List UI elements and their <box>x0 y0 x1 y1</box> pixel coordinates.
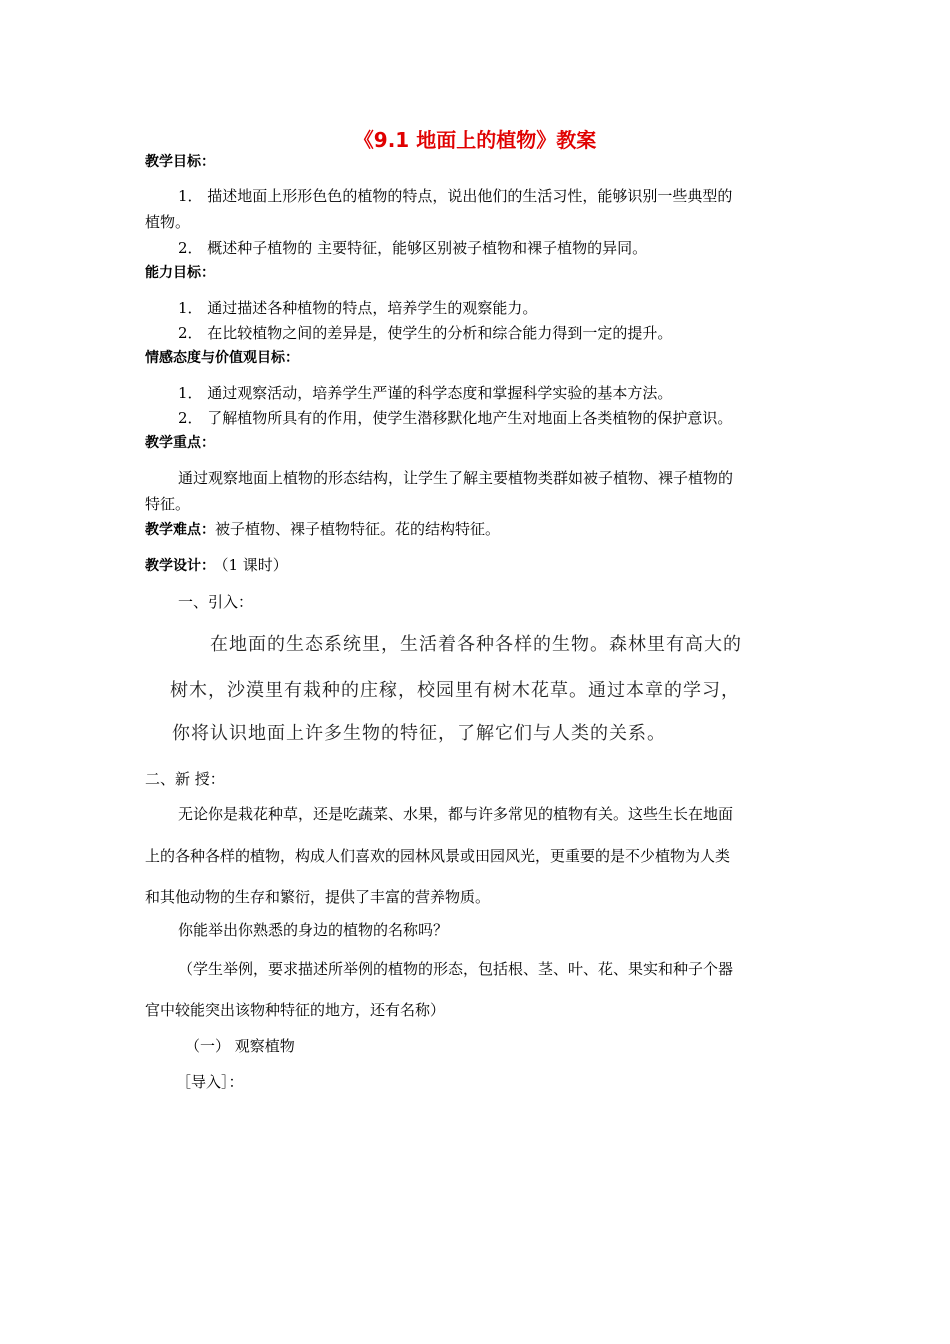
intro-image-line-1: 在地面的生态系统里，生活着各种各样的生物。森林里有高大的 <box>210 634 742 655</box>
goal-1-line-a: 1． 描述地面上形形色色的植物的特点，说出他们的生活习性，能够识别一些典型的 <box>178 187 733 205</box>
design-label: 教学设计： <box>145 558 215 574</box>
section-observe-plants: （一） 观察植物 <box>185 1037 295 1055</box>
intro-heading: 一、引入： <box>178 593 254 611</box>
document-title: 《9.1 地面上的植物》教案 <box>353 128 597 152</box>
difficulty-text: 被子植物、裸子植物特征。花的结构特征。 <box>215 520 501 538</box>
difficulty-row <box>145 519 500 540</box>
new-heading: 二、新 授： <box>145 770 225 788</box>
key-text-line-a: 通过观察地面上植物的形态结构，让学生了解主要植物类群如被子植物、裸子植物的 <box>178 469 734 487</box>
intro-text-image <box>160 620 770 750</box>
emotion-2: 2． 了解植物所具有的作用，使学生潜移默化地产生对地面上各类植物的保护意识。 <box>178 409 733 427</box>
difficulty-label: 教学难点： <box>145 522 215 538</box>
ability-heading: 能力目标： <box>145 265 215 281</box>
student-line-b: 官中较能突出该物种特征的地方，还有名称） <box>145 1001 446 1019</box>
new-para-line-b: 上的各种各样的植物，构成人们喜欢的园林风景或田园风光，更重要的是不少植物为人类 <box>145 847 731 865</box>
new-para-line-a: 无论你是栽花种草，还是吃蔬菜、水果，都与许多常见的植物有关。这些生长在地面 <box>178 805 734 823</box>
intro-image-line-2: 树木，沙漠里有栽种的庄稼，校园里有树木花草。通过本章的学习， <box>170 680 740 701</box>
design-row <box>145 555 288 576</box>
goal-1-line-b: 植物。 <box>145 213 191 231</box>
goal-2: 2． 概述种子植物的 主要特征，能够区别被子植物和裸子植物的异同。 <box>178 239 648 257</box>
emotion-1: 1． 通过观察活动，培养学生严谨的科学态度和掌握科学实验的基本方法。 <box>178 384 673 402</box>
goals-heading: 教学目标： <box>145 154 215 170</box>
new-para-line-c: 和其他动物的生存和繁衍，提供了丰富的营养物质。 <box>145 888 491 906</box>
design-text: （1 课时） <box>221 556 288 574</box>
question-line: 你能举出你熟悉的身边的植物的名称吗？ <box>178 921 449 939</box>
emotion-heading: 情感态度与价值观目标： <box>145 350 299 366</box>
ability-1: 1． 通过描述各种植物的特点，培养学生的观察能力。 <box>178 299 538 317</box>
key-heading: 教学重点： <box>145 435 215 451</box>
intro-image-line-3: 你将认识地面上许多生物的特征，了解它们与人类的关系。 <box>172 723 666 744</box>
student-line-a: （学生举例，要求描述所举例的植物的形态，包括根、茎、叶、花、果实和种子个器 <box>178 960 734 978</box>
lead-in-label: ［导入］： <box>176 1073 244 1091</box>
ability-2: 2． 在比较植物之间的差异是，使学生的分析和综合能力得到一定的提升。 <box>178 324 673 342</box>
key-text-line-b: 特征。 <box>145 495 191 513</box>
